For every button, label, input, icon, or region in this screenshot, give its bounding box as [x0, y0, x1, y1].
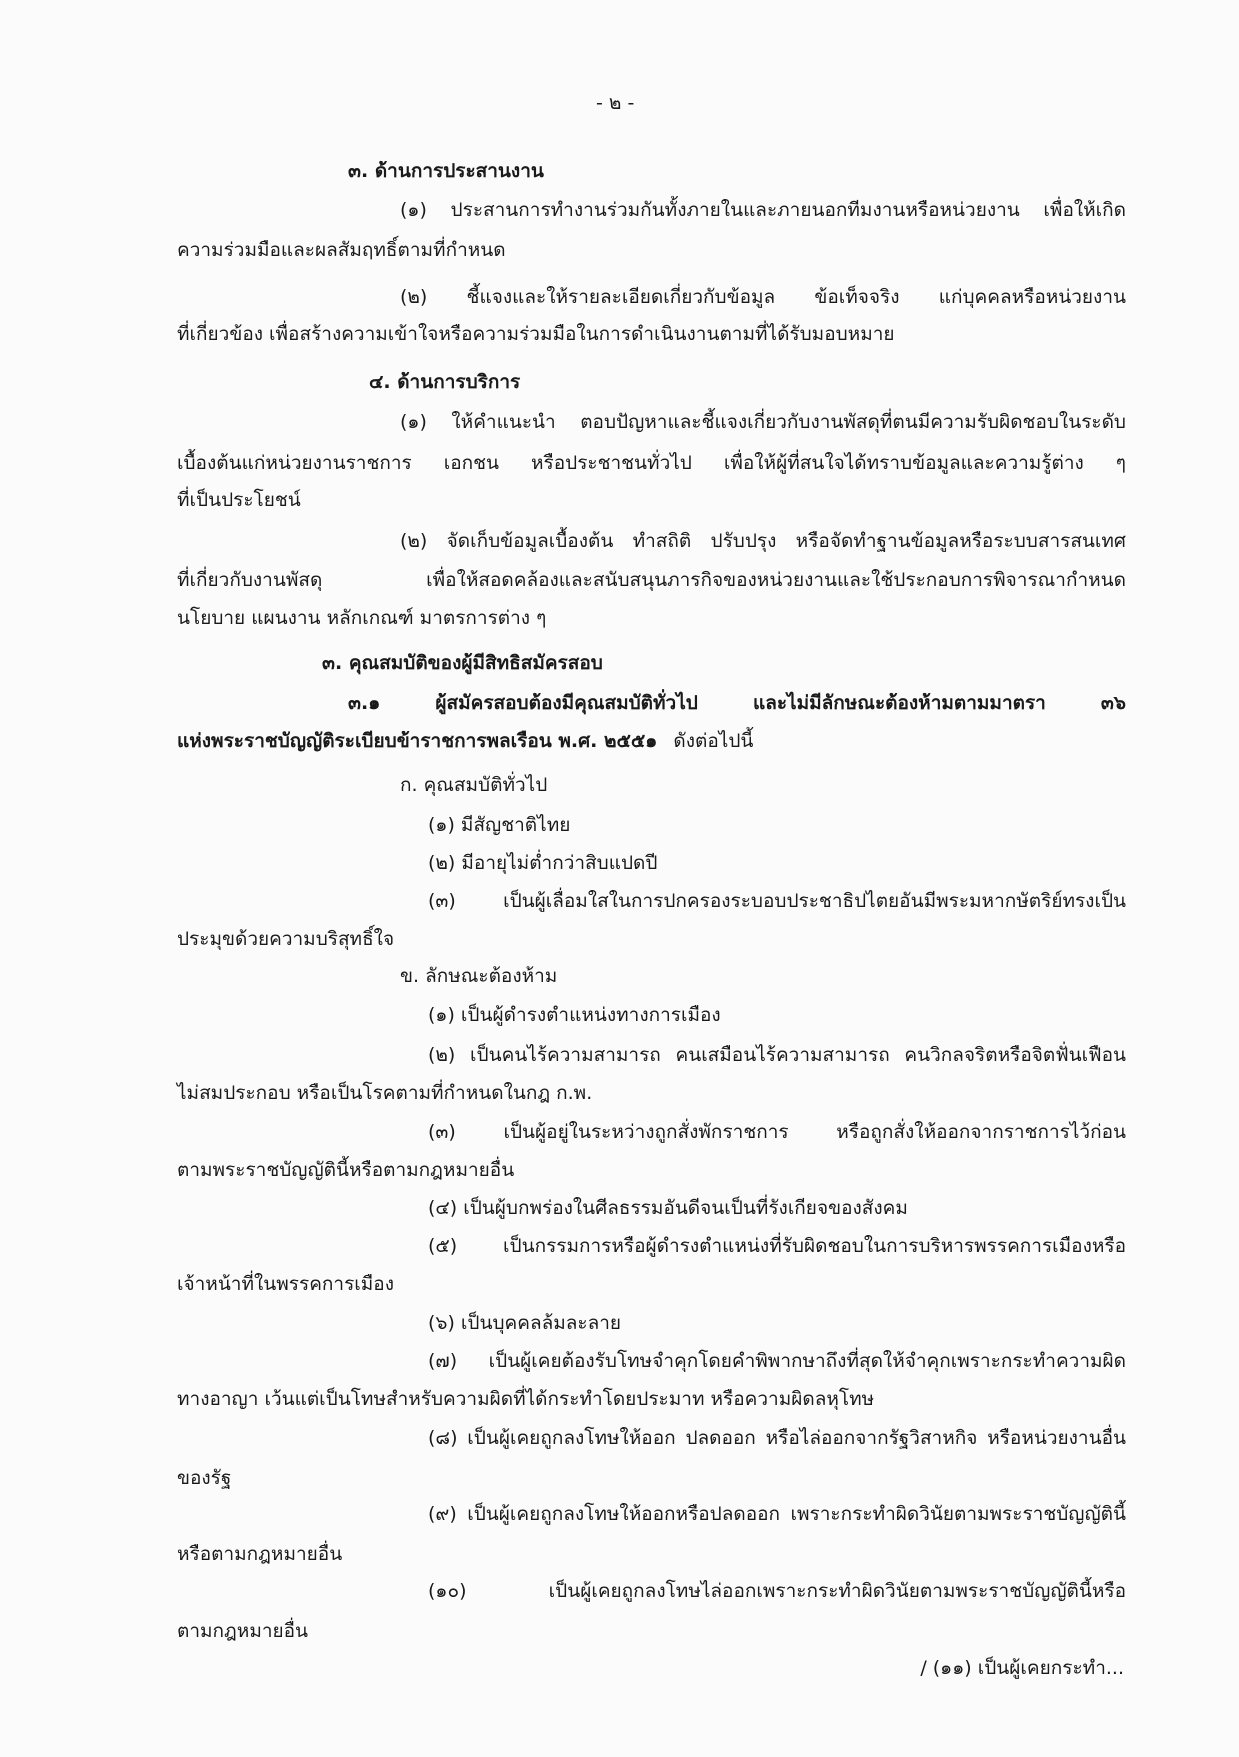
- list-item: (๑) มีสัญชาติไทย: [428, 814, 571, 836]
- list-item-continued: หรือตามกฎหมายอื่น: [177, 1543, 343, 1565]
- list-heading-prohibited: ข. ลักษณะต้องห้าม: [400, 965, 558, 987]
- list-item: (๓) เป็นผู้อยู่ในระหว่างถูกสั่งพักราชการ หรือถูกสั่งให้ออกจากราชการไว้ก่อน: [428, 1121, 1126, 1143]
- list-item-continued: ของรัฐ: [177, 1467, 232, 1489]
- list-item: (๗) เป็นผู้เคยต้องรับโทษจำคุกโดยคำพิพากษาถึงที่สุดให้จำคุกเพราะกระทำความผิด: [428, 1350, 1126, 1372]
- list-item: (๓) เป็นผู้เลื่อมใสในการปกครองระบอบประชาธิปไตยอันมีพระมหากษัตริย์ทรงเป็น: [428, 890, 1126, 912]
- list-item: (๒) เป็นคนไร้ความสามารถ คนเสมือนไร้ความสามารถ คนวิกลจริตหรือจิตฟั่นเฟือน: [428, 1044, 1126, 1066]
- paragraph-line: นโยบาย แผนงาน หลักเกณฑ์ มาตรการต่าง ๆ: [177, 607, 547, 629]
- subsection-tail: ดังต่อไปนี้: [673, 730, 754, 752]
- paragraph-line: (๒) ชี้แจงและให้รายละเอียดเกี่ยวกับข้อมูล ข้อเท็จจริง แก่บุคคลหรือหน่วยงาน: [400, 286, 1126, 308]
- section-heading-qualifications: ๓. คุณสมบัติของผู้มีสิทธิสมัครสอบ: [322, 652, 603, 674]
- paragraph-line: เบื้องต้นแก่หน่วยงานราชการ เอกชน หรือประชาชนทั่วไป เพื่อให้ผู้ที่สนใจได้ทราบข้อมูลและความรู้ต่าง ๆ: [177, 452, 1126, 474]
- paragraph-line: ความร่วมมือและผลสัมฤทธิ์ตามที่กำหนด: [177, 239, 506, 261]
- list-item-continued: ตามพระราชบัญญัตินี้หรือตามกฎหมายอื่น: [177, 1159, 515, 1181]
- list-heading-general: ก. คุณสมบัติทั่วไป: [400, 774, 548, 796]
- list-item: (๕) เป็นกรรมการหรือผู้ดำรงตำแหน่งที่รับผิดชอบในการบริหารพรรคการเมืองหรือ: [428, 1235, 1126, 1257]
- list-item-continued: ทางอาญา เว้นแต่เป็นโทษสำหรับความผิดที่ได้กระทำโดยประมาท หรือความผิดลหุโทษ: [177, 1388, 875, 1410]
- section-heading-service: ๔. ด้านการบริการ: [369, 371, 521, 393]
- list-item: (๑๐) เป็นผู้เคยถูกลงโทษไล่ออกเพราะกระทำผิดวินัยตามพระราชบัญญัตินี้หรือ: [428, 1580, 1126, 1602]
- list-item: (๖) เป็นบุคคลล้มละลาย: [428, 1312, 622, 1334]
- list-item: (๔) เป็นผู้บกพร่องในศีลธรรมอันดีจนเป็นที่รังเกียจของสังคม: [428, 1197, 908, 1219]
- subsection-heading-line2: [177, 728, 753, 754]
- list-item-continued: ไม่สมประกอบ หรือเป็นโรคตามที่กำหนดในกฎ ก.พ.: [177, 1082, 593, 1104]
- continuation-note: / (๑๑) เป็นผู้เคยกระทำ...: [920, 1657, 1124, 1679]
- list-item-continued: เจ้าหน้าที่ในพรรคการเมือง: [177, 1273, 394, 1295]
- paragraph-line: (๑) ให้คำแนะนำ ตอบปัญหาและชี้แจงเกี่ยวกับงานพัสดุที่ตนมีความรับผิดชอบในระดับ: [400, 411, 1126, 433]
- list-item-continued: ประมุขด้วยความบริสุทธิ์ใจ: [177, 928, 395, 950]
- list-item: (๙) เป็นผู้เคยถูกลงโทษให้ออกหรือปลดออก เพราะกระทำผิดวินัยตามพระราชบัญญัตินี้: [428, 1503, 1126, 1525]
- subsection-heading: ๓.๑ ผู้สมัครสอบต้องมีคุณสมบัติทั่วไป และไม่มีลักษณะต้องห้ามตามมาตรา ๓๖: [348, 692, 1126, 714]
- list-item: (๒) มีอายุไม่ต่ำกว่าสิบแปดปี: [428, 852, 658, 874]
- list-item: (๑) เป็นผู้ดำรงตำแหน่งทางการเมือง: [428, 1004, 721, 1026]
- paragraph-line: ที่เป็นประโยชน์: [177, 489, 301, 511]
- page-number: - ๒ -: [596, 92, 635, 114]
- paragraph-line: ที่เกี่ยวข้อง เพื่อสร้างความเข้าใจหรือความร่วมมือในการดำเนินงานตามที่ได้รับมอบหมาย: [177, 323, 895, 345]
- act-name: แห่งพระราชบัญญัติระเบียบข้าราชการพลเรือน พ.ศ. ๒๕๕๑: [177, 730, 658, 752]
- paragraph-line: (๑) ประสานการทำงานร่วมกันทั้งภายในและภายนอกทีมงานหรือหน่วยงาน เพื่อให้เกิด: [400, 199, 1126, 221]
- list-item: (๘) เป็นผู้เคยถูกลงโทษให้ออก ปลดออก หรือไล่ออกจากรัฐวิสาหกิจ หรือหน่วยงานอื่น: [428, 1427, 1126, 1449]
- section-heading-coordination: ๓. ด้านการประสานงาน: [348, 160, 544, 182]
- paragraph-line: ที่เกี่ยวกับงานพัสดุ เพื่อให้สอดคล้องและสนับสนุนภารกิจของหน่วยงานและใช้ประกอบการพิจารณากำหนด: [177, 569, 1126, 591]
- list-item-continued: ตามกฎหมายอื่น: [177, 1620, 309, 1642]
- paragraph-line: (๒) จัดเก็บข้อมูลเบื้องต้น ทำสถิติ ปรับปรุง หรือจัดทำฐานข้อมูลหรือระบบสารสนเทศ: [400, 530, 1126, 552]
